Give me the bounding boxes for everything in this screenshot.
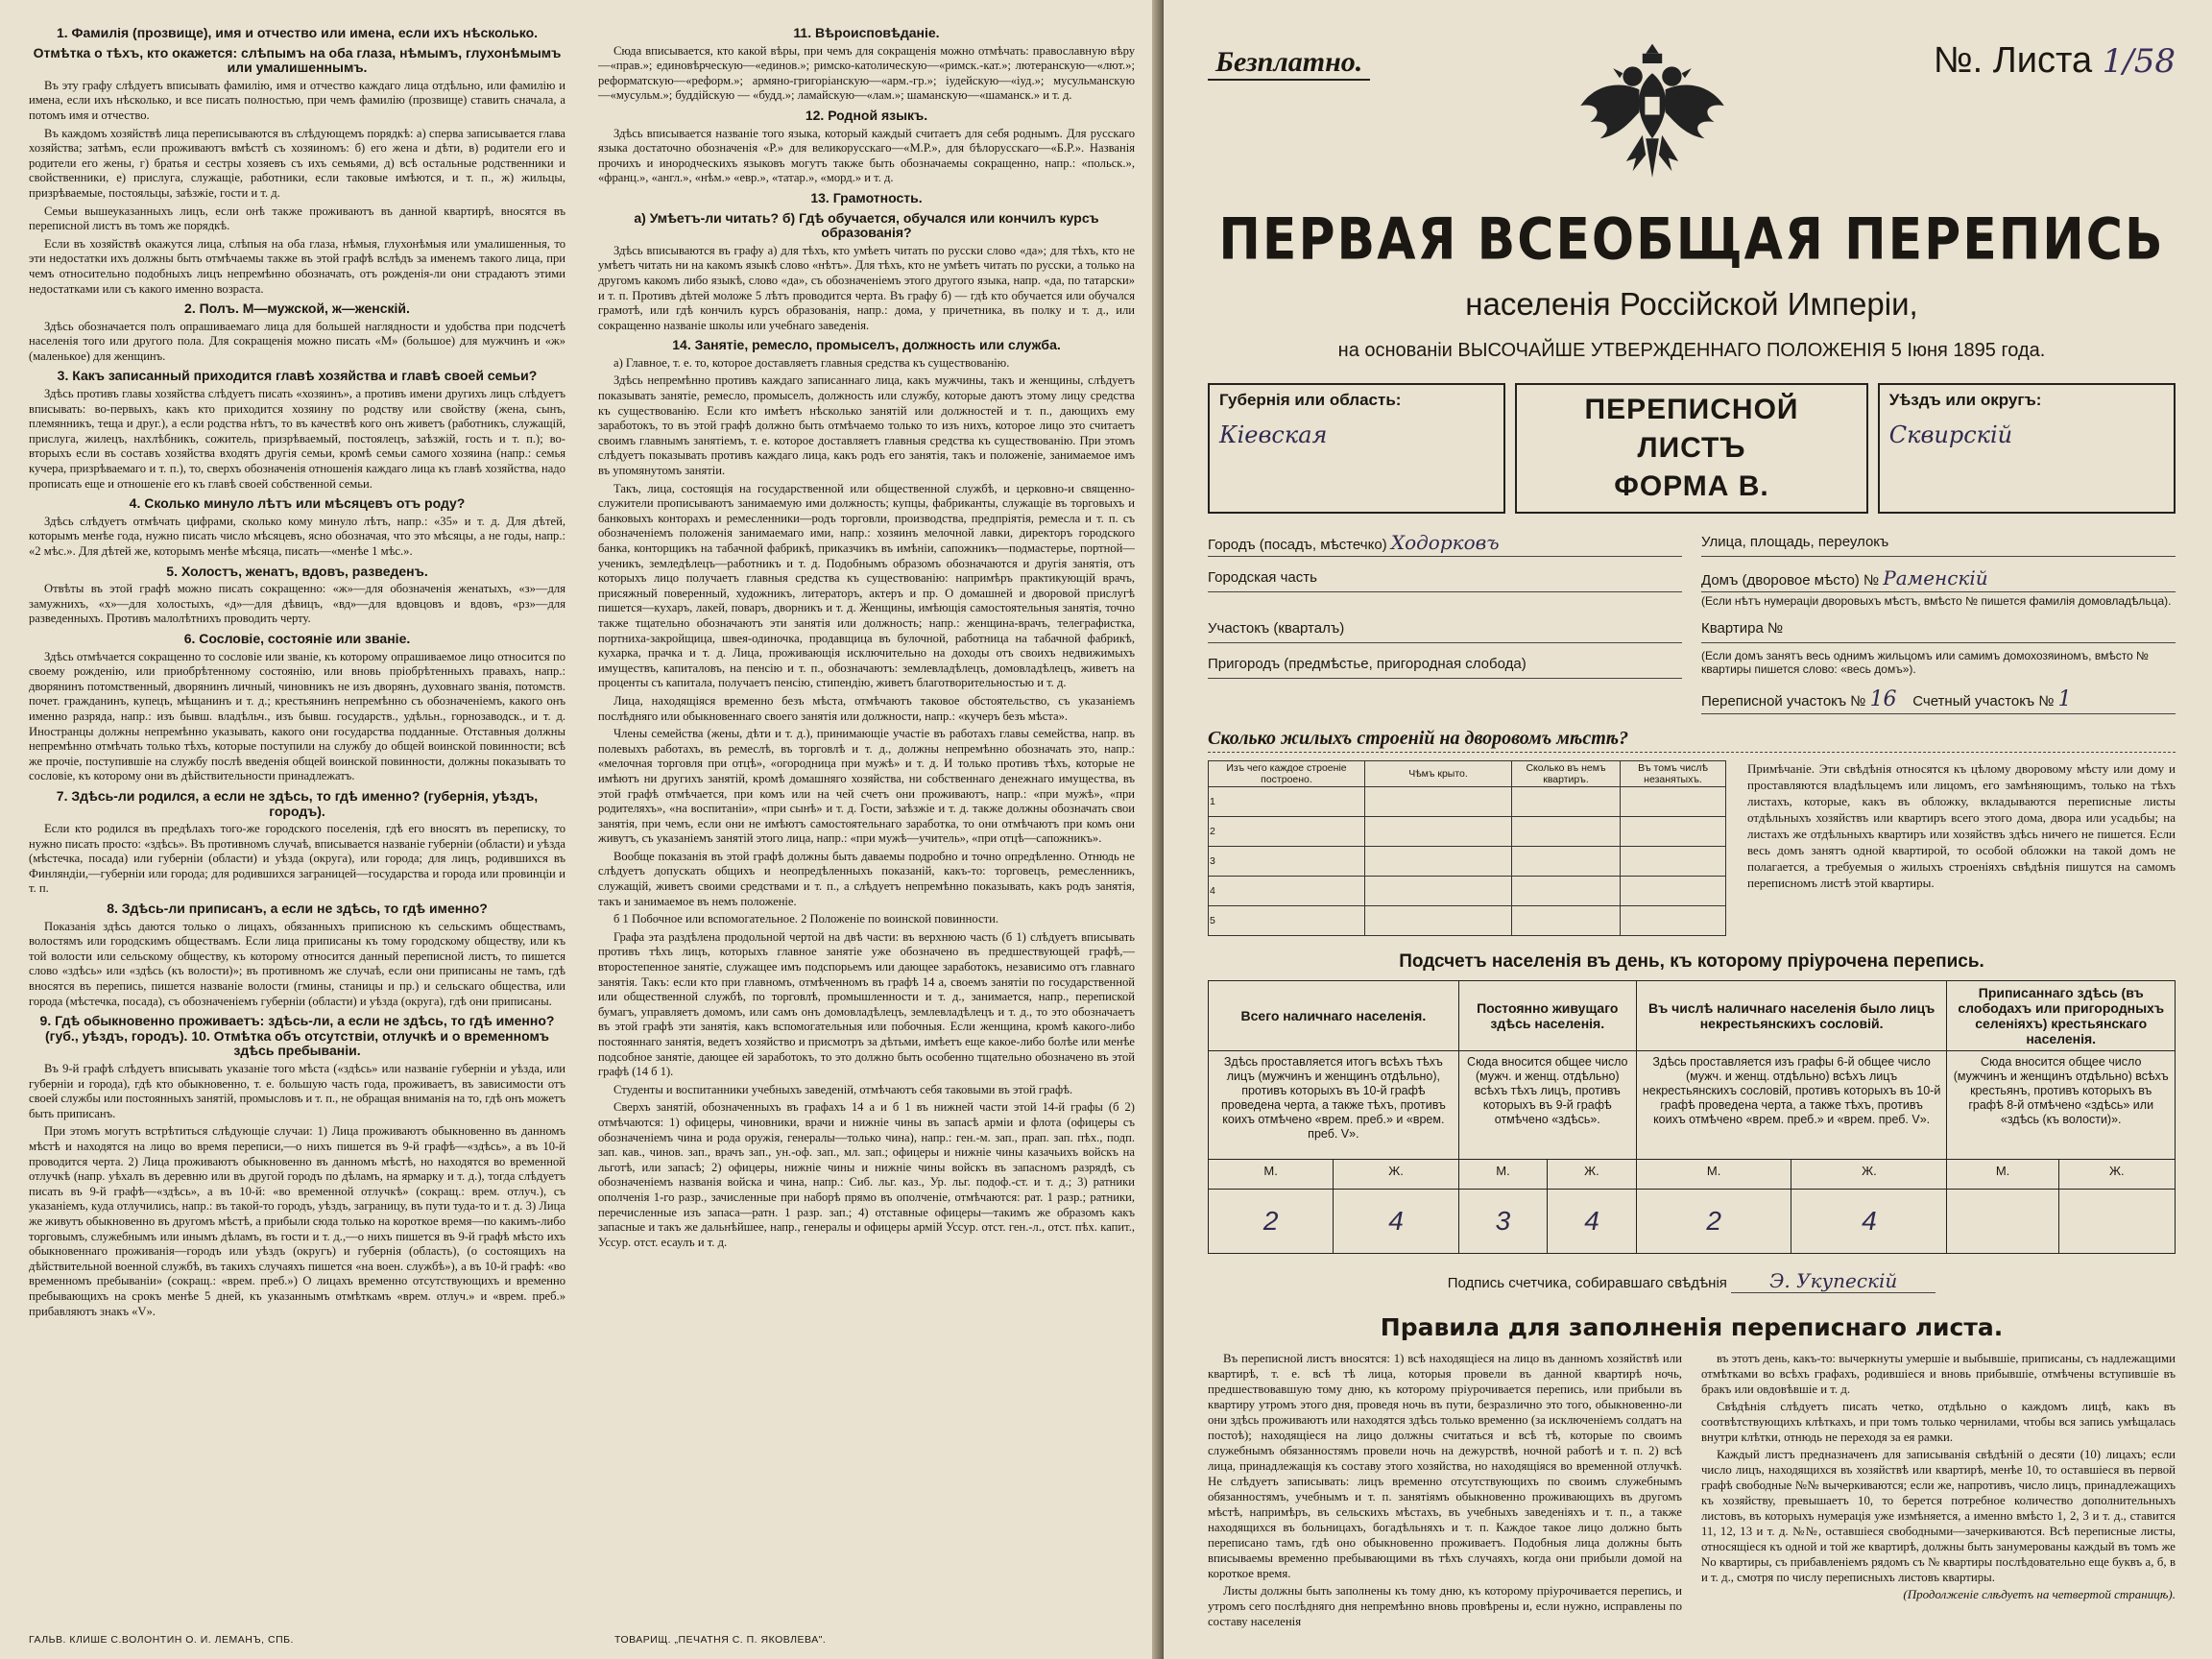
form-line-1: ПЕРЕПИСНОЙ ЛИСТЪ: [1584, 394, 1799, 464]
form-type-box: [1515, 383, 1868, 514]
instruction-paragraph: Въ эту графу слѣдуетъ вписывать фамилію, имя и отчество каждаго лица отдѣльно, или фамилію и имена, если ихъ нѣсколько, и все писать полностью, при чемъ фамилію (прозвище) ставить сначала, а потомъ имя и отчество.: [29, 78, 565, 122]
printer-credit-left: ГАЛЬВ. КЛИШЕ С.ВОЛОНТИН О. И. ЛЕМАНЪ, СПБ.: [29, 1634, 294, 1646]
double-headed-eagle-emblem: [1571, 31, 1734, 194]
buildings-row: [1209, 787, 1726, 817]
region-boxes: [1208, 383, 2176, 514]
count-value-cell[interactable]: 4: [1791, 1190, 1947, 1254]
buildings-cell[interactable]: [1512, 877, 1621, 906]
instruction-paragraph: Здѣсь противъ главы хозяйства слѣдуетъ писать «хозяинъ», а противъ имени другихъ лицъ слѣдуетъ вписывать: во-первыхъ, какъ кто приходится хозяину по родству или свойству (жена, сынъ, племянникъ, теща и друг.), а если родства нѣтъ, то въ качествѣ кого онъ живетъ (работникъ, служащій, прислуга, жилецъ, нахлѣбникъ, сожитель, призрѣваемый, постоялецъ, заѣзжій, гость и т. п.); во-вторыхъ если въ составъ хозяйства входятъ другія семьи, кромѣ семьи самого хозяина (напр.: семья кучера, призрѣваемаго и т. п.), то, сверхъ обозначенія отношенія каждаго лица къ главѣ хозяйства, надо прописать еще и отношеніе его къ главѣ своей собственной семьи.: [29, 387, 565, 491]
uezd-label: Уѣздъ или округъ:: [1888, 391, 2042, 409]
male-label: М.: [1947, 1160, 2058, 1190]
legal-basis: на основаніи ВЫСОЧАЙШЕ УТВЕРЖДЕННАГО ПОЛОЖЕНІЯ 5 Іюня 1895 года.: [1337, 340, 2046, 361]
section-heading: 13. Грамотность.: [810, 189, 923, 205]
buildings-cell[interactable]: [1621, 787, 1726, 817]
rules-text: [1208, 1351, 2176, 1631]
male-label: М.: [1636, 1160, 1791, 1190]
count-value-cell[interactable]: 2: [1636, 1190, 1791, 1254]
section-heading: 14. Занятіе, ремесло, промыселъ, должность или служба.: [672, 337, 1061, 353]
house-label: Домъ (дворовое мѣсто) №: [1701, 572, 1880, 589]
buildings-question: Сколько жилыхъ строеній на дворовомъ мѣстѣ?: [1208, 728, 2176, 753]
rules-column-1: [1208, 1351, 1682, 1631]
instruction-paragraph: Здѣсь слѣдуетъ отмѣчать цифрами, сколько кому минуло лѣтъ, напр.: «35» и т. д. Для дѣтей, которымъ менѣе года, нужно писать число мѣсяцевъ, ясно обозначая, что это мѣсяцы, а не годы, напр.: «2 мѣс.». Для дѣтей же, которымъ менѣе мѣсяца, писать—«менѣе 1 мѣс.».: [29, 514, 565, 558]
printer-credit-right: ТОВАРИЩ. „ПЕЧАТНЯ С. П. ЯКОВЛЕВА".: [614, 1634, 827, 1646]
flat-note: (Если домъ занятъ весь однимъ жильцомъ или самимъ домохозяиномъ, вмѣсто № квартиры пишется слово: «весь домъ»).: [1701, 649, 2149, 676]
instruction-paragraph: Здѣсь отмѣчается сокращенно то сословіе или званіе, къ которому опрашиваемое лицо относится по своему рожденію, или приобрѣтенному состоянію, или вновь пріобрѣтенныхъ правахъ, напр.: дворянинъ потомственный, дворянинъ личный, чиновникъ не изъ дворянъ, духовнаго званія, потомств. почет. гражданинъ, купецъ, мѣщанинъ и т. д.; крестьянинъ непремѣнно съ обозначеніемъ, какого онъ именно разряда, напр.: изъ бывш. владѣльч., изъ бывш. государств., удѣльн., горнозаводск., и т. д. Иностранцы должны непремѣнно указывать, какого они государства подданные. Отставныя должны непремѣнно отмѣчать только тѣхъ, которые поступили на службу до общей воинской повинности; всѣ же прочіе, поступившіе на службу послѣ введенія общей воинской повинности, должны показывать то сословіе, къ которому они въ дѣйствительности принадлежатъ.: [29, 649, 565, 783]
instruction-paragraph: Вообще показанія въ этой графѣ должны быть даваемы подробно и точно опредѣленно. Отнюдь не слѣдуетъ допускать общихъ и неопредѣленныхъ показаній, какъ-то: торговецъ, ремесленникъ, служащій, живетъ своими средствами и т. п., а слѣдуетъ непремѣнно показывать, какъ родъ занятія, такъ и занимаемое въ немъ положеніе.: [598, 849, 1135, 908]
count-col-total: Всего наличнаго населенія.: [1209, 981, 1459, 1051]
population-count-title: Подсчетъ населенія въ день, къ которому пріурочена перепись.: [1399, 951, 1984, 972]
section-heading: а) Умѣетъ-ли читать? б) Гдѣ обучается, обучался или кончилъ курсъ образованія?: [634, 209, 1099, 241]
section-heading: 2. Полъ. М—мужской, ж—женскій.: [184, 301, 410, 317]
enumerator-signature: [1208, 1269, 2176, 1292]
count-desc-peasant: Сюда вносится общее число (мужчинъ и женщинъ отдѣльно) всѣхъ крестьянъ, противъ которыхъ въ графѣ 8-й отмѣчено «здѣсь» или «здѣсь (къ волости)».: [1947, 1051, 2176, 1160]
female-label: Ж.: [1791, 1160, 1947, 1190]
city-label: Городъ (посадъ, мѣстечко): [1208, 537, 1387, 553]
instructions-column-2: [598, 21, 1135, 1596]
buildings-table: [1208, 760, 1726, 936]
census-district-label: Переписной участокъ №: [1701, 693, 1866, 709]
plot-field[interactable]: [1208, 613, 1682, 643]
instruction-paragraph: Если кто родился въ предѣлахъ того-же городского поселенія, гдѣ его вносятъ въ переписку, то нужно писать просто: «здѣсь». Въ противномъ случаѣ, вписывается названіе губерніи (области) и уѣзда (мѣстечка, посада) или губерніи (области) и уѣзда (округа), или города; для лицъ, родившихся въ Финляндіи,—губерніи или города; для родившихся заграницей—государства и города или провинціи и т. п.: [29, 822, 565, 896]
instruction-paragraph: Члены семейства (жены, дѣти и т. д.), принимающіе участіе въ работахъ главы семейства, напр. въ полевыхъ работахъ, въ ремеслѣ, въ торговлѣ и т. д., должны непремѣнно обозначать это, напр.: «мелочная торговля при отцѣ», «огородница при мужѣ» и т. д. И только противъ тѣхъ, которые не имѣютъ ни другихъ занятій, кромѣ домашняго хозяйства, ни собственнаго денежнаго имущества, въ этой графѣ отмѣчается, при комъ или на чей счетъ они проживаютъ, напр.: «при мужѣ», «при родителяхъ», «на воспитаніи», «при сынѣ» и т. д. Гости, заѣзжіе и т. д. также должны обозначать свои занятія, при чемъ, если они не имѣютъ самостоятельнаго заработка, то они отмѣчаютъ при комъ они живутъ, съ указаніемъ занятій этого лица, напр.: «при мужѣ—учитель», «при отцѣ—сапожникъ».: [598, 727, 1135, 846]
rules-paragraph: Свѣдѣнія слѣдуетъ писать четко, отдѣльно о каждомъ лицѣ, какъ въ соотвѣтствующихъ клѣткахъ, и при томъ только чернилами, чтобы вся запись умѣщалась внутри клѣтки, отнюдь не переходя за ея рамки.: [1701, 1400, 2176, 1444]
buildings-cell[interactable]: [1512, 847, 1621, 877]
instruction-paragraph: б 1 Побочное или вспомогательное. 2 Положеніе по воинской повинности.: [613, 912, 999, 926]
flat-label: Квартира №: [1701, 620, 1784, 637]
count-value-cell[interactable]: 4: [1548, 1190, 1637, 1254]
instruction-paragraph: Если въ хозяйствѣ окажутся лица, слѣпыя на оба глаза, нѣмыя, глухонѣмыя или умалишенныя, то эти недостатки ихъ должны быть отмѣчаемы также въ этой графѣ вслѣдъ за именемъ такого лица, при чемъ относительно подобныхъ лицъ непремѣнно обозначать, отъ рожденія-ли они страдаютъ этими недостатками или съ какого именно возраста.: [29, 236, 565, 296]
instruction-paragraph: Лица, находящіяся временно безъ мѣста, отмѣчаютъ таковое обстоятельство, съ указаніемъ послѣдняго или обыкновеннаго своего занятія или должности, напр.: «кучеръ безъ мѣста».: [598, 693, 1135, 723]
address-fields: [1208, 527, 2176, 720]
count-col-non-peasant: Въ числѣ наличнаго населенія было лицъ некрестьянскихъ сословій.: [1636, 981, 1947, 1051]
instruction-paragraph: Графа эта раздѣлена продольной чертой на двѣ части: въ верхнюю часть (б 1) слѣдуетъ вписывать противъ тѣхъ лицъ, которыхъ главное занятіе уже обозначено въ предшествующей графѣ,—второстепенное занятіе, служащее имъ подспорьемъ или дающее заработокъ, независимо отъ главнаго занятія. Такъ: если кто при главномъ, отмѣченномъ въ графѣ 14 а, своемъ занятіи по государственной или общественной службѣ, по торговлѣ, промышленности и т. д., занимается, напр., перепиской бумагъ, управляетъ домомъ, или самъ онъ домовладѣлецъ, землевладѣлецъ и т. д., то это обозначаетъ въ этой графѣ эти занятія, какъ вспомогательныя или побочныя. Если женщина, кромѣ какого-либо постояннаго занятія, ведетъ хозяйство и присмотръ за дѣтьми, имѣетъ еще какое-либо болѣе или менѣе подсобное занятіе, дающее ей заработокъ, то это должно быть особенно тщательно обозначено въ этой графѣ (14 б 1).: [598, 929, 1135, 1079]
buildings-row: [1209, 817, 1726, 847]
instruction-paragraph: а) Главное, т. е. то, которое доставляетъ главныя средства къ существованію.: [613, 355, 1010, 370]
document-title: ПЕРВАЯ ВСЕОБЩАЯ ПЕРЕПИСЬ: [1218, 206, 2165, 274]
census-district-field[interactable]: [1701, 685, 2176, 714]
count-desc-permanent: Сюда вносится общее число (мужч. и женщ. отдѣльно) всѣхъ тѣхъ лицъ, противъ которыхъ въ 9-й графѣ отмѣчено «здѣсь».: [1458, 1051, 1636, 1160]
female-label: Ж.: [1548, 1160, 1637, 1190]
gubernia-box: [1208, 383, 1505, 514]
census-district-value: 16: [1869, 687, 1897, 711]
instruction-paragraph: Въ каждомъ хозяйствѣ лица переписываются въ слѣдующемъ порядкѣ: а) сперва записывается глава хозяйства; затѣмъ, если проживаютъ вмѣстѣ съ хозяиномъ: б) его жена и дѣти, в) родители его и родители его жены, г) братья и сестры хозяевъ съ ихъ семьями, д) всѣ остальные родственники и свойственники, е) прислуга, служащіе, работники, если таковые имѣются, и т. п., ж) жильцы, призрѣваемые, постояльцы, заѣзжіе, гости и т. д.: [29, 126, 565, 200]
buildings-row-number: 3: [1209, 847, 1365, 877]
sheet-number-handwritten: 1/58: [2102, 42, 2176, 81]
rules-title: Правила для заполненія переписнаго листа.: [1380, 1313, 2004, 1341]
section-heading: Отмѣтка о тѣхъ, кто окажется: слѣпымъ на оба глаза, нѣмымъ, глухонѣмымъ или умалишеннымъ.: [33, 44, 562, 76]
instruction-paragraph: Здѣсь вписывается названіе того языка, который каждый считаетъ для себя роднымъ. Для русскаго языка достаточно обозначенія «Р.» для великорусскаго—«М.Р.», для бѣлорусскаго—«Б.Р.». Названія прочихъ и инородческихъ языковъ могутъ также быть обозначаемы сокращенно, напр.: «польск.», «франц.», «англ.», «нѣм.» «евр.», «татар.», «морд.» и т. д.: [598, 126, 1135, 185]
buildings-row-number: 5: [1209, 906, 1365, 936]
population-count-table: [1208, 980, 2176, 1254]
house-field[interactable]: [1701, 563, 2176, 592]
street-field[interactable]: [1701, 527, 2176, 557]
sheet-number-label: №. Листа: [1933, 40, 2093, 81]
buildings-col-flats: Сколько въ немъ квартиръ.: [1512, 761, 1621, 787]
rules-column-2: [1701, 1351, 2176, 1631]
instruction-paragraph: Въ 9-й графѣ слѣдуетъ вписывать указаніе того мѣста («здѣсь» или названіе губерніи и уѣзда, или губерніи и города), гдѣ кто обыкновенно, т. е. большую часть года, проживаетъ, въ зависимости отъ своей службы или постоянныхъ занятій, промысловъ и т. п., не обращая вниманія на то, гдѣ онъ можетъ быть приписанъ.: [29, 1062, 565, 1120]
city-field[interactable]: [1208, 527, 1682, 557]
buildings-cell[interactable]: [1512, 817, 1621, 847]
instruction-paragraph: Показанія здѣсь даются только о лицахъ, обязанныхъ приписною къ сельскимъ обществамъ, волостямъ или городскимъ обществамъ. Если лица приписаны къ тому городскому обществу, или къ той волости или сельскому обществу, къ которому относится данный переписной листъ, то пишется слово «здѣсь» или «здѣсь (къ волости)»; въ противномъ же случаѣ, если они приписаны не тамъ, гдѣ вносятся въ перепись, пишется названіе волости (гмины, станицы и пр.) и сельскаго общества, или города (мѣстечка, посада), съ обозначеніемъ губерніи (области) и уѣзда (округа), гдѣ они приписаны.: [29, 919, 565, 1008]
suburb-field[interactable]: [1208, 649, 1682, 679]
buildings-cell[interactable]: [1512, 906, 1621, 936]
buildings-row: [1209, 847, 1726, 877]
buildings-cell[interactable]: [1365, 877, 1512, 906]
instruction-paragraph: Отвѣты въ этой графѣ можно писать сокращенно: «ж»—для обозначенія женатыхъ, «з»—для замужнихъ, «х»—для холостыхъ, «д»—для дѣвицъ, «вд»—для вдовцовъ и вдовъ, «рз»—для разведенныхъ. Противъ малолѣтнихъ проводить черту.: [29, 582, 565, 626]
buildings-cell[interactable]: [1621, 817, 1726, 847]
section-heading: 11. Вѣроисповѣданіе.: [793, 25, 940, 40]
gubernia-value[interactable]: Кіевская: [1219, 421, 1328, 448]
instruction-paragraph: Здѣсь вписываются въ графу а) для тѣхъ, кто умѣетъ читать по русски слово «да»; для тѣхъ, кто не умѣетъ читать ни на какомъ языкѣ слово «нѣтъ». Для тѣхъ, кто не умѣетъ читать по русски, а только на другомъ какомъ либо языкѣ, слово «да», съ обозначеніемъ этого другого языка, напр. «да, по татарски» и т. п. Противъ дѣтей моложе 5 лѣтъ проводится черта. Въ графу б) — гдѣ кто обучается или обучался грамотѣ, или гдѣ кончилъ курсъ образованія, напр.: дома, у причетника, въ полку и т. д., или сокращенно названіе школы или учебнаго заведенія.: [598, 243, 1135, 332]
count-value-cell[interactable]: 4: [1334, 1190, 1459, 1254]
male-label: М.: [1209, 1160, 1334, 1190]
gubernia-label: Губернія или область:: [1219, 391, 1402, 409]
house-note: (Если нѣтъ нумераціи дворовыхъ мѣстъ, вмѣсто № пишется фамилія домовладѣльца).: [1701, 594, 2172, 608]
buildings-col-material: Изъ чего каждое строеніе построено.: [1209, 761, 1365, 787]
section-heading: 6. Сословіе, состояніе или званіе.: [183, 630, 411, 646]
buildings-col-roof: Чѣмъ крыто.: [1365, 761, 1512, 787]
city-part-field[interactable]: [1208, 563, 1682, 592]
buildings-row: [1209, 877, 1726, 906]
buildings-row-number: 1: [1209, 787, 1365, 817]
census-form-page: [1164, 0, 2212, 1659]
instructions-column-1: [29, 21, 565, 1596]
male-label: М.: [1458, 1160, 1547, 1190]
form-line-2: ФОРМА В.: [1614, 470, 1769, 502]
instruction-paragraph: При этомъ могутъ встрѣтиться слѣдующіе случаи: 1) Лица проживаютъ обыкновенно въ данномъ мѣстѣ и находятся на лицо во время переписи,—о нихъ пишется въ 9-й графѣ—«здѣсь», а въ 10-й проводится черта. 2) Лица проживаютъ обыкновенно въ данномъ мѣстѣ, но находятся во временной отлучкѣ (напр. уѣхалъ въ деревню или въ другой городъ по дѣламъ, на ярмарку и т. д.), тогда слѣдуетъ писать въ 9-й графѣ—«здѣсь», а въ 10-й: «во временной отлучкѣ» (сокращ.: врем. отлуч.), съ указаніемъ, куда отлучились, напр.: въ такой-то городъ, уѣздъ, заграницу, въ пути туда-то и т. д. 3) Лица же живутъ обыкновенно въ другомъ мѣстѣ, а прибыли сюда только на короткое время—по какимъ-либо торговымъ, служебнымъ или инымъ дѣламъ, въ гости и т. д.,—о нихъ пишется въ 9-й графѣ мѣсто ихъ обыкновеннаго проживанія—городъ или уѣздъ (округъ) и губернія (область), (о состоящихъ на дѣйствительной военной службѣ, въ такихъ случаяхъ пишется «на воен. службѣ»), а въ 10-й графѣ: «во временномъ пребываніи» (сокращ.: «врем. преб.») О лицахъ временно отсутствующихъ и временно пребывающихъ на срокъ менѣе 5 дней, къ указаннымъ отмѣткамъ «врем. отлуч.» и «врем. преб.» прибавляютъ знакъ «V».: [29, 1124, 565, 1318]
female-label: Ж.: [2058, 1160, 2175, 1190]
house-value: Раменскій: [1883, 566, 1988, 589]
buildings-cell[interactable]: [1512, 787, 1621, 817]
flat-field[interactable]: [1701, 613, 2176, 643]
count-desc-non-peasant: Здѣсь проставляется изъ графы 6-й общее число (мужч. и женщ. отдѣльно) всѣхъ лицъ некрестьянскихъ сословій, противъ которыхъ въ 10-й графѣ проведена черта, а также тѣхъ, противъ коихъ отмѣчено «врем. преб.» и «врем. преб. V».: [1636, 1051, 1947, 1160]
city-part-label: Городская часть: [1208, 569, 1317, 586]
buildings-cell[interactable]: [1621, 906, 1726, 936]
buildings-note: Примѣчаніе. Эти свѣдѣнія относятся къ цѣлому дворовому мѣсту или дому и проставляются владѣльцемъ или лицомъ, его замѣняющимъ, только на тѣхъ листахъ, которые, какъ въ обложку, вкладываются переписные листы отдѣльныхъ хозяйствъ или квартиръ всего этого дома, двора или усадьбы; на листахъ же отдѣльныхъ квартиръ или хозяйствъ здѣсь ничего не пишется. Если весь домъ занятъ одной квартирой, то особой обложки на такой домъ не полагается, а требуемыя о жилыхъ строеніяхъ свѣдѣнія пишутся на самомъ переписномъ листѣ этой квартиры.: [1747, 761, 2176, 890]
document-subtitle: населенія Россійской Имперіи,: [1465, 286, 1918, 322]
rules-paragraph: Листы должны быть заполнены къ тому дню, къ которому пріурочивается перепись, и утромъ сего послѣдняго дня непремѣнно вновь провѣрены и, если нужно, исправлены по составу населенія: [1208, 1584, 1682, 1628]
count-value-cell[interactable]: [1947, 1190, 2058, 1254]
instruction-paragraph: Сверхъ занятій, обозначенныхъ въ графахъ 14 а и б 1 въ нижней части этой 14-й графы (б 2) отмѣчаются: 1) офицеры, чиновники, врачи и нижніе чины въ запасѣ арміи и флота (офицеры съ обозначеніемъ чина и рода оружія, генералы—только чина), напр.: ген.-м. зап., прап. зап. пѣх., подп. зап. кав., чинов. зап., врачъ зап., ун.-оф. зап., мл. зап.; офицеры и нижніе чины казачьихъ войскъ на льготѣ, или запасѣ; 2) офицеры, нижніе чины и нижніе чины войскъ въ запасномъ разрядѣ, съ обозначеніемъ названія войска и чина, напр.: Сиб. льг. каз., Ур. льг. подоф.-ст. и т. д.; 3) ратники ополченія 1-го разр., зачисленные при наборѣ прямо въ ополченіе, отмѣчаются: рат. 1 разр.; ратники, перечисленные изъ запаса—ратн. 1 разр. зап.; 4) отставные офицеры—такимъ же образомъ какъ запасные и такъ же дальнѣйшее, напр., генералы и офицеры армій Уссур. отст. ген.-л., отст. пѣх. капит., Уссур. отст. есаулъ и т. д.: [598, 1100, 1135, 1249]
instruction-paragraph: Здѣсь обозначается полъ опрашиваемаго лица для большей наглядности и удобства при подсчетѣ населенія того или другого пола. Для сокращенія можно писать «М» (большое) для мужчинъ и «ж» (маленькое) для женщинъ.: [29, 319, 565, 363]
section-heading: 5. Холостъ, женатъ, вдовъ, разведенъ.: [166, 563, 428, 579]
section-heading: 9. Гдѣ обыкновенно проживаетъ: здѣсь-ли, а если не здѣсь, то гдѣ именно? (губ., уѣздъ, городъ). 10. Отмѣтка объ отсутствіи, отлучкѣ и о временномъ здѣсь пребываніи.: [39, 1013, 555, 1059]
sheet-number: [1934, 40, 2176, 82]
buildings-col-vacant: Въ томъ числѣ незанятыхъ.: [1621, 761, 1726, 787]
instruction-paragraph: Здѣсь непремѣнно противъ каждаго записаннаго лица, какъ мужчины, такъ и женщины, слѣдуетъ показывать занятіе, ремесло, промыселъ, должность или службу, которые даютъ этому лицу средства къ существованію. Если кто имѣетъ нѣсколько занятій или должностей и т. п., дающихъ ему заработокъ, то въ этой графѣ должно быть отмѣчаемо только то изъ нихъ, которое лицо это считаетъ своимъ главнымъ занятіемъ, т. е. которое доставляетъ главныя средства къ существованію. При этомъ слѣдуетъ показывать противъ каждаго лица, какъ родъ его занятія, такъ и положеніе, занимаемое имъ въ упомянутомъ занятіи.: [598, 373, 1135, 478]
section-heading: 8. Здѣсь-ли приписанъ, а если не здѣсь, то гдѣ именно?: [107, 901, 488, 917]
count-value-cell[interactable]: [2058, 1190, 2175, 1254]
buildings-row: [1209, 906, 1726, 936]
rules-continued-note: (Продолженіе слѣдуетъ на четвертой страницѣ).: [1903, 1587, 2176, 1601]
buildings-cell[interactable]: [1365, 906, 1512, 936]
counting-district-value: 1: [2057, 687, 2072, 711]
instruction-paragraph: Сюда вписывается, кто какой вѣры, при чемъ для сокращенія можно отмѣчать: православную вѣру—«прав.»; единовѣрческую—«единов.»; римско-католическую—«римск.-кат.»; лютеранскую—«лют.»; реформатскую—«реформ.»; армяно-григоріанскую—«арм.-гр.»; іудейскую—«іуд.»; мусульманскую—«мусульм.»; буддійскую — «будд.»; ламайскую—«лам.»; шаманскую—«шаманск.» и т. д.: [598, 43, 1135, 103]
street-label: Улица, площадь, переулокъ: [1701, 534, 1889, 550]
buildings-section: [1208, 760, 2176, 936]
count-col-permanent: Постоянно живущаго здѣсь населенія.: [1458, 981, 1636, 1051]
buildings-cell[interactable]: [1365, 817, 1512, 847]
buildings-cell[interactable]: [1621, 877, 1726, 906]
signature-value[interactable]: Э. Укупескій: [1731, 1269, 1936, 1293]
rules-paragraph: Въ переписной листъ вносятся: 1) всѣ находящіеся на лицо въ данномъ хозяйствѣ или квартирѣ, т. е. всѣ тѣ лица, которыя провели въ данной квартирѣ ночь, предшествовавшую тому дню, къ которому пріурочивается перепись, или прибыли въ квартиру утромъ этого дня, проведя ночь въ пути, безразлично это того, обыкновенно-ли они здѣсь проживаютъ или находятся здѣсь только временно (за исключеніемъ солдатъ на постоѣ); находящіеся на лицо должны считаться и всѣ тѣ, которые по своимъ служебнымъ обязанностямъ провели ночь на дежурствѣ, ночной работѣ и т. п. 2) всѣ лица, принадлежащія къ составу этого хозяйства, но находящіяся во временной отлучкѣ. Не слѣдуетъ записывать: лицъ временно отсутствующихъ по своимъ служебнымъ обязанностямъ, учебнымъ и т. п. занятіямъ обыкновенно проживающихъ въ другомъ мѣстѣ, напримѣръ, въ сельскихъ мѣстахъ, въ учебныхъ заведеніяхъ и т. п., а также находящихся въ больницахъ, богадѣльняхъ и т. п. Каждое такое лицо должно быть переписано тамъ, гдѣ оно обыкновенно проживаетъ. Подобныя лица должны быть вписываемы временно пребывающими въ тѣхъ случаяхъ, когда они прибыли домой на короткое время.: [1208, 1352, 1682, 1580]
city-value: Ходорковъ: [1390, 531, 1500, 554]
buildings-row-number: 2: [1209, 817, 1365, 847]
buildings-cell[interactable]: [1621, 847, 1726, 877]
count-col-peasant: Приписаннаго здѣсь (въ слободахъ или пригородныхъ селеніяхъ) крестьянскаго населенія.: [1947, 981, 2176, 1051]
plot-label: Участокъ (кварталъ): [1208, 620, 1345, 637]
instruction-paragraph: Семьи вышеуказанныхъ лицъ, если онѣ также проживаютъ въ данной квартирѣ, вносятся въ переписной листъ въ томъ же порядкѣ.: [29, 204, 565, 233]
uezd-value[interactable]: Сквирскій: [1888, 421, 2013, 448]
count-desc-total: Здѣсь проставляется итогъ всѣхъ тѣхъ лицъ (мужчинъ и женщинъ отдѣльно), противъ которыхъ въ 10-й графѣ проведена черта, а также тѣхъ, противъ коихъ отмѣчено «врем. преб.» и «врем. преб. V».: [1209, 1051, 1459, 1160]
instruction-paragraph: Студенты и воспитанники учебныхъ заведеній, отмѣчаютъ себя таковыми въ этой графѣ.: [613, 1082, 1073, 1096]
female-label: Ж.: [1334, 1160, 1459, 1190]
rules-paragraph: Каждый листъ предназначенъ для записыванія свѣдѣній о десяти (10) лицахъ; если число лицъ, находящихся въ хозяйствѣ или квартирѣ, менѣе 10, то оставшіеся въ первой графѣ свободные №№ вычеркиваются; если же, напротивъ, число лицъ, принадлежащихъ къ хозяйству, превышаетъ 10, то берется потребное количество дополнительныхъ листовъ, въ которыхъ нумерація уже измѣняется, а именно вмѣсто 1, 2, 3 и т. д., ставится 11, 12, 13 и т. д. №№, оставшіеся свободными—зачеркиваются. Всѣ переписные листы, относящіеся къ одной и той же квартирѣ, должны быть занумерованы каждый въ томъ же No квартиры, съ прибавленіемъ рядомъ съ № квартиры послѣдовательно еще буквъ а, б, в и т. д., смотря по числу переписныхъ листовъ квартиры.: [1701, 1448, 2176, 1584]
section-heading: 1. Фамилія (прозвище), имя и отчество или имена, если ихъ нѣсколько.: [56, 25, 539, 40]
form-header: [1208, 27, 2176, 194]
free-label: Безплатно.: [1208, 40, 1370, 81]
section-heading: 4. Сколько минуло лѣтъ или мѣсяцевъ отъ роду?: [129, 495, 466, 512]
signature-label: Подпись счетчика, собиравшаго свѣдѣнія: [1447, 1275, 1727, 1291]
section-heading: 7. Здѣсь-ли родился, а если не здѣсь, то гдѣ именно? (губернія, уѣздъ, городъ).: [56, 787, 539, 819]
uezd-box: [1878, 383, 2176, 514]
buildings-row-number: 4: [1209, 877, 1365, 906]
suburb-label: Пригородъ (предмѣстье, пригородная слобода): [1208, 656, 1527, 672]
counting-district-label: Счетный участокъ №: [1912, 693, 2055, 709]
section-heading: 12. Родной языкъ.: [805, 107, 928, 123]
rules-paragraph: въ этотъ день, какъ-то: вычеркнуты умершіе и выбывшіе, приписаны, съ надлежащими отмѣтками во всѣхъ графахъ, родившіеся и вновь прибывшіе, отмѣчены вступившіе въ бракъ или овдовѣвшіе и т. д.: [1701, 1352, 2176, 1396]
buildings-cell[interactable]: [1365, 787, 1512, 817]
count-value-cell[interactable]: 3: [1458, 1190, 1547, 1254]
section-heading: 3. Какъ записанный приходится главѣ хозяйства и главѣ своей семьи?: [57, 368, 538, 384]
buildings-cell[interactable]: [1365, 847, 1512, 877]
count-value-cell[interactable]: 2: [1209, 1190, 1334, 1254]
instruction-paragraph: Такъ, лица, состоящія на государственной или общественной службѣ, и церковно-и священно-служители прописываютъ занимаемую ими должность; купцы, фабриканты, служащіе въ торговыхъ и банковыхъ конторахъ и ремесленники—родъ торговли, производства, предпріятія, ремесла и т. п. съ обозначеніемъ положенія занимаемаго ими, напр.: хозяинъ мелочной лавки, директоръ городского банка, конторщикъ на табачной фабрикѣ, приказчикъ въ имѣніи, сапожникъ—подмастерье, портной—ученикъ, земледѣлецъ—работникъ и т. д. Подобнымъ образомъ обозначаются и другія занятія, отъ которыхъ лицо получаетъ главныя средства къ существованію: напримѣръ практикующій врачъ, присяжный поверенный, художникъ, литераторъ, актеръ и пр. О домашней и дворовой прислугѣ пишется—кухаръ, лакей, поваръ, дворникъ и т. д. Женщины, имѣющія самостоятельныя занятія, точно также тщательно обозначаютъ эти занятія или должность; напр.: женщина-врачъ, телеграфистка, портниха-закройщица, швея-одиночка, продавщица въ булочной, работница на табачной фабрикѣ, кухарка, прачка и т. д. Лица, проживающія исключительно на доходы отъ своихъ недвижимыхъ имуществъ, капиталовъ, на пенсію и т. п., обозначаютъ: землевладѣлецъ, домовладѣлецъ, живетъ на проценты съ капитала, получаетъ пенсію, стипендію, живетъ благотворительностью и т. д.: [598, 481, 1135, 690]
